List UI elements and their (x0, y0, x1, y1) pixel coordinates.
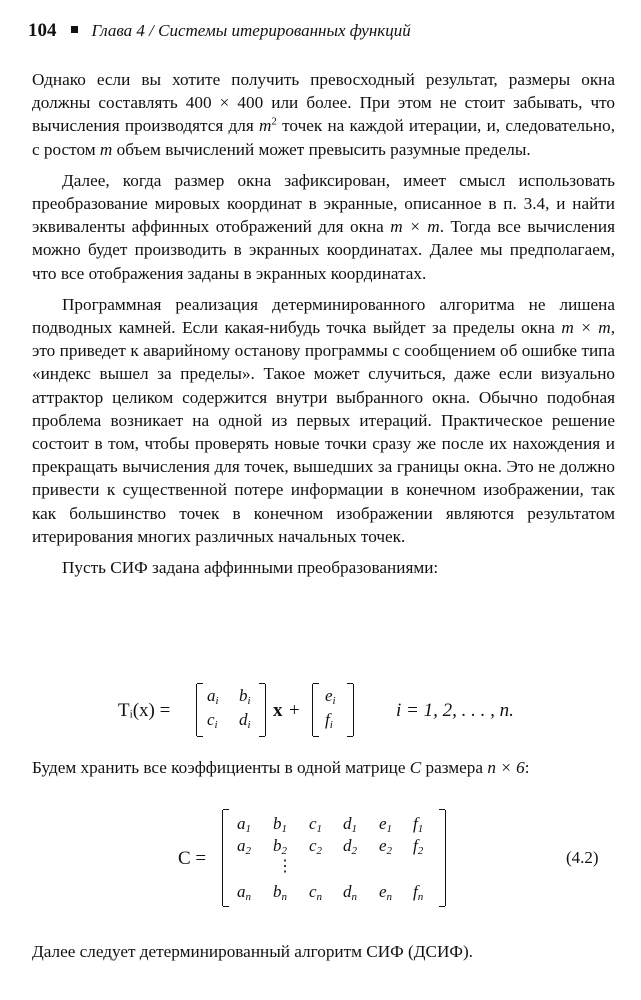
eq1-plus: + (289, 700, 300, 721)
page-number: 104 (28, 20, 57, 41)
eq1-vector: $e_i$ $f_i$ (312, 684, 354, 736)
eq2-vdots: ⋮ (277, 858, 293, 875)
eq1-index-range: i = 1, 2, . . . , n. (396, 700, 514, 721)
equation-affine-transform (0, 678, 641, 748)
header-bullet (71, 26, 78, 33)
eq2-matrix: $a_1$ $b_1$ $c_1$ $d_1$ $e_1$ $f_1$ $a_2$ $b_2$ $c_2$ $d_2$ $e_2$ $f_2$ ⋮ $a_n$ $b_n$ $c_n$ $d_n$ $e_n$ $f_n$ (222, 810, 446, 906)
eq1-x: x (273, 700, 283, 721)
body-text (32, 68, 615, 587)
paragraph-4: Пусть СИФ задана аффинными преобразованиями: (62, 558, 439, 578)
eq2-lhs: C = (178, 848, 207, 869)
paragraph-3: Программная реализация детерминированного алгоритма не лишена подводных камней. Если какая-нибудь точка выйдет за пределы окна m × m, это приведет к аварийному останову программы с сообщением об ошибке типа «индекс вышел за пределы». Такое может случиться, даже если визуально аттрактор целиком содержится внутри выбранного окна. Обычно подобная проблема возникает на одной из первых итераций. Практическое решение состоит в том, чтобы проверять новые точки сразу же после их нахождения и прекращать вычисления для точек, вышедших за границы окна. Это не должно привести к существенной потере информации в конечном изображении, так как большинство точек в конечном изображении являются результатом итерирования многих различных начальных точек. (32, 294, 615, 546)
eq1-lhs: Tᵢ(x) = (118, 700, 171, 721)
page-header (28, 20, 621, 42)
eq1-matrix: $a_i$ $b_i$ $c_i$ $d_i$ (196, 684, 266, 736)
paragraph-1: Однако если вы хотите получить превосходный результат, размеры окна должны составлять 400 × 400 или более. При этом не стоит забывать, что вычисления производятся для $m^2$ точек на каждой итерации, и, следовательно, с ростом m объем вычислений может превысить разумные пределы. (32, 70, 615, 159)
equation-coefficient-matrix (0, 808, 641, 908)
equation-number: (4.2) (566, 848, 599, 867)
paragraph-6: Далее следует детерминированный алгоритм СИФ (ДСИФ). (32, 942, 473, 961)
paragraph-2: Далее, когда размер окна зафиксирован, имеет смысл использовать преобразование мировых координат в экранные, описанное в п. 3.4, и найти эквиваленты аффинных отображений для окна m × m. Тогда все вычисления можно будет производить в экранных координатах. Далее мы предполагаем, что все отображения заданы в экранных координатах. (32, 170, 615, 283)
running-title: Глава 4 / Системы итерированных функций (91, 21, 411, 40)
paragraph-5: Будем хранить все коэффициенты в одной матрице C размера n × 6: (32, 758, 530, 777)
